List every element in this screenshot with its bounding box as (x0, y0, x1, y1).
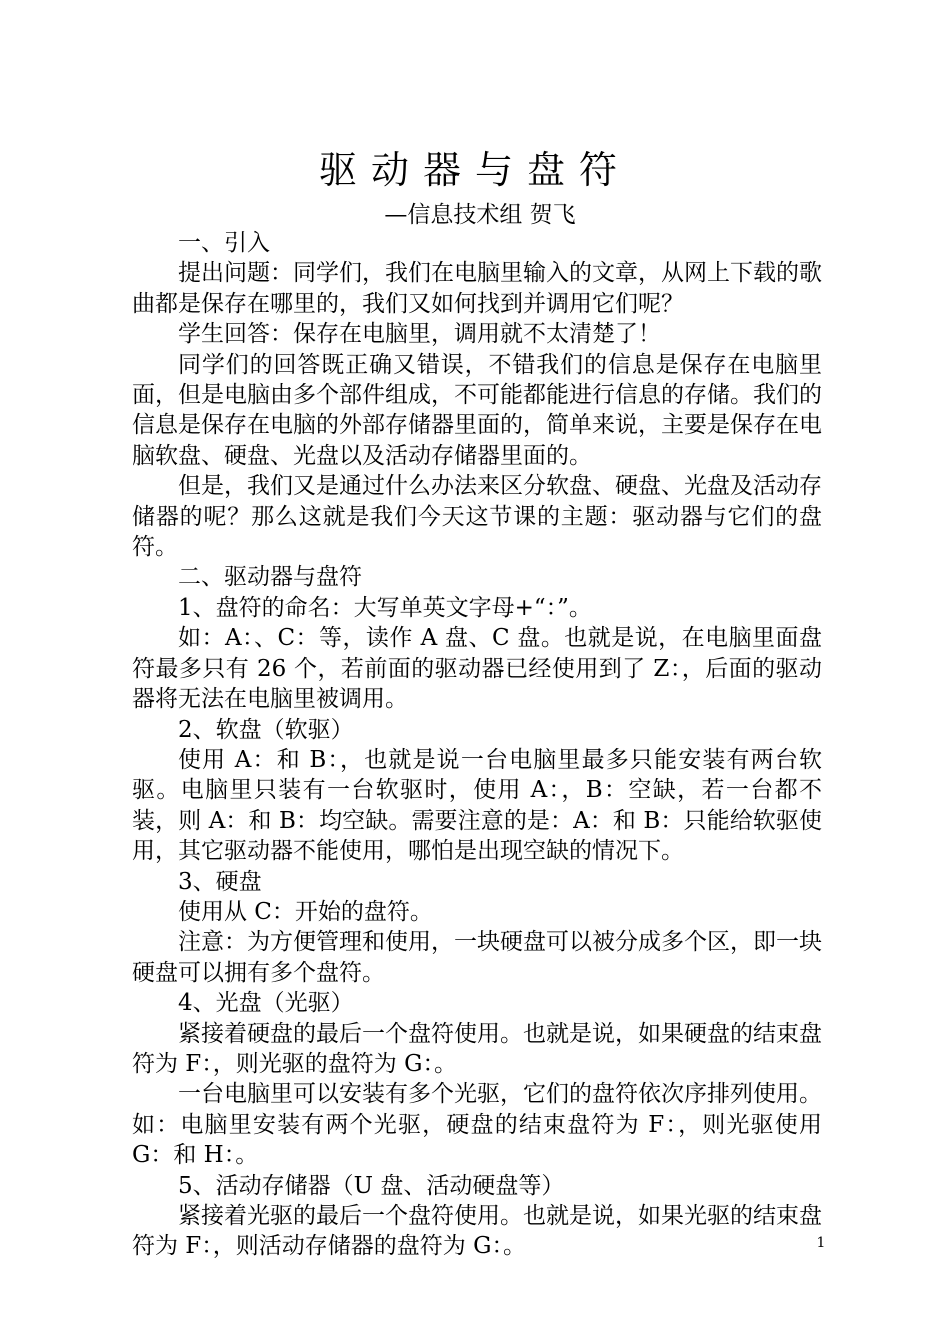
subheading-optical: 4、光盘（光驱） (178, 990, 354, 1017)
subheading-hard-disk: 3、硬盘 (178, 868, 262, 895)
subheading-removable: 5、活动存储器（U 盘、活动硬盘等） (178, 1172, 565, 1199)
paragraph-optical-multiple: 一台电脑里可以安装有多个光驱，它们的盘符依次序排列使用。如：电脑里安装有两个光驱，硬盘的结束盘符为 F：，则光驱使用 G：和 H：。 (132, 1081, 822, 1169)
paragraph-hard-disk-note: 注意：为方便管理和使用，一块硬盘可以被分成多个区，即一块硬盘可以拥有多个盘符。 (132, 929, 822, 986)
section-heading-introduction: 一、引入 (178, 230, 270, 256)
paragraph-removable: 紧接着光驱的最后一个盘符使用。也就是说，如果光驱的结束盘符为 F：，则活动存储器的盘符为 G：。 (132, 1203, 822, 1260)
paragraph-question: 提出问题：同学们，我们在电脑里输入的文章，从网上下载的歌曲都是保存在哪里的，我们又如何找到并调用它们呢？ (132, 260, 822, 317)
paragraph-drive-letter-example: 如：A：、C：等，读作 A 盘、C 盘。也就是说，在电脑里面盘符最多只有 26 个，若前面的驱动器已经使用到了 Z：，后面的驱动器将无法在电脑里被调用。 (132, 625, 822, 713)
paragraph-topic: 但是，我们又是通过什么办法来区分软盘、硬盘、光盘及活动存储器的呢？那么这就是我们今天这节课的主题：驱动器与它们的盘符。 (132, 473, 822, 561)
paragraph-student-answer: 学生回答：保存在电脑里，调用就不太清楚了！ (178, 321, 661, 348)
paragraph-hard-disk: 使用从 C：开始的盘符。 (178, 898, 433, 925)
section-heading-drives: 二、驱动器与盘符 (178, 564, 362, 591)
paragraph-explanation: 同学们的回答既正确又错误，不错我们的信息是保存在电脑里面，但是电脑由多个部件组成，不可能都能进行信息的存储。我们的信息是保存在电脑的外部存储器里面的，简单来说，主要是保存在电脑软盘、硬盘、光盘以及活动存储器里面的。 (132, 351, 822, 469)
subheading-floppy: 2、软盘（软驱） (178, 716, 354, 743)
document-title: 驱动器与盘符 (318, 148, 631, 192)
paragraph-optical: 紧接着硬盘的最后一个盘符使用。也就是说，如果硬盘的结束盘符为 F：，则光驱的盘符为 G：。 (132, 1020, 822, 1077)
subheading-drive-letter-naming: 1、盘符的命名：大写单英文字母+“：”。 (178, 594, 592, 621)
document-body (132, 228, 822, 1262)
page-number: 1 (816, 1235, 826, 1251)
document-byline: —信息技术组 贺飞 (384, 202, 576, 228)
paragraph-floppy: 使用 A：和 B：，也就是说一台电脑里最多只能安装有两台软驱。电脑里只装有一台软驱时，使用 A：，B：空缺，若一台都不装，则 A：和 B：均空缺。需要注意的是：A：和 B：只能给软驱使用，其它驱动器不能使用，哪怕是出现空缺的情况下。 (132, 746, 822, 865)
